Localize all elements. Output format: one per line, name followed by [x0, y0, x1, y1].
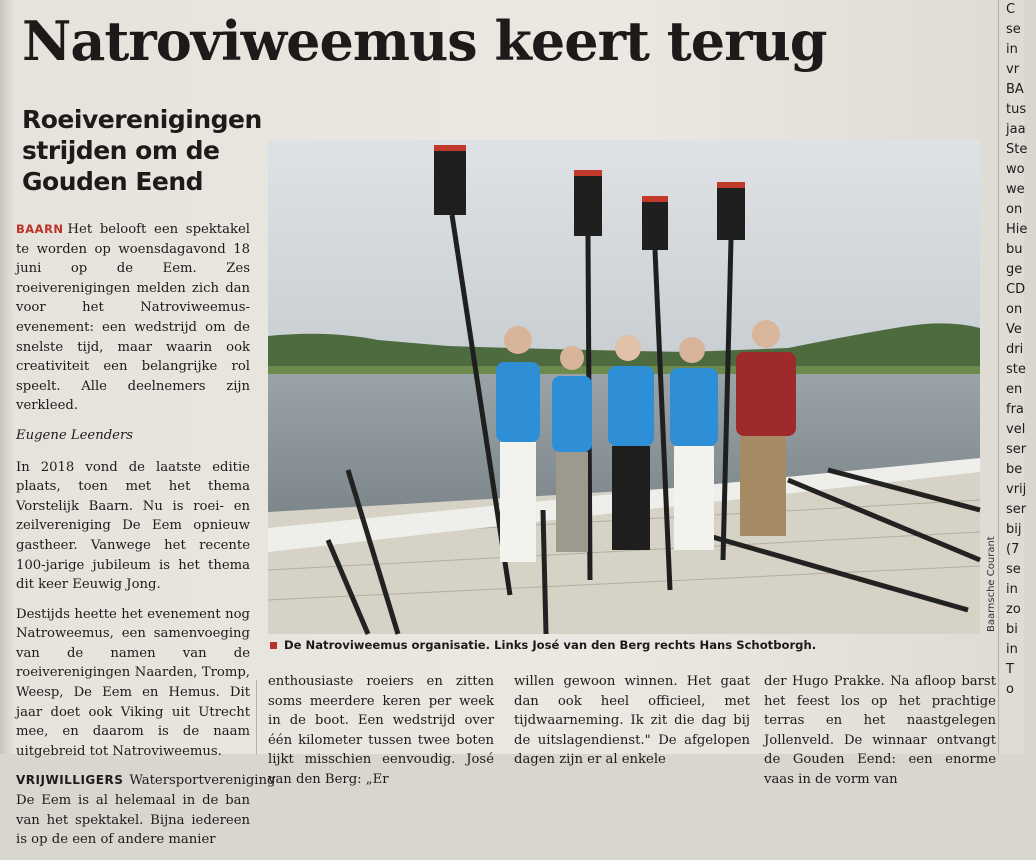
right-column-fragment: in: [1006, 42, 1018, 57]
section-text: Watersportvereniging De Eem is al helemaal in de ban van het spektakel. Bijna iedereen is op de een of andere manier: [16, 773, 276, 848]
right-column-fragment: BA: [1006, 82, 1024, 97]
right-column-fragment: in: [1006, 582, 1018, 597]
right-column-fragment: on: [1006, 302, 1023, 317]
sky: [268, 140, 980, 352]
right-column-fragment: bu: [1006, 242, 1023, 257]
photo-caption: [270, 638, 980, 652]
article-column-4: der Hugo Prakke. Na afloop barst het feest los op het prachtige terras en het naastgelegen Jollenveld. De winnaar ontvangt de Gouden Eend: een enorme vaas in de vorm van: [764, 674, 996, 787]
right-column-fragment: Ve: [1006, 322, 1022, 337]
right-column-fragment: se: [1006, 22, 1021, 37]
lead-place: BAARN: [16, 222, 64, 236]
group-photo: [268, 140, 980, 634]
right-column-divider: [998, 0, 999, 754]
right-column-fragment: dri: [1006, 342, 1024, 357]
lead-paragraph: [16, 220, 250, 416]
right-column-fragment: in: [1006, 642, 1018, 657]
headline: Natroviweemus keert terug: [22, 9, 827, 73]
right-column-fragment: fra: [1006, 402, 1024, 417]
article-column-3: willen gewoon winnen. Het gaat dan ook heel officieel, met tijdwaarneming. Ik zit die dag bij de uitslagendienst." De afgelopen dagen zijn er al enkele: [514, 674, 750, 768]
right-column-fragments: [1006, 0, 1036, 700]
right-column-fragment: wo: [1006, 162, 1025, 177]
right-column-fragment: Hie: [1006, 222, 1028, 237]
right-column-fragment: en: [1006, 382, 1023, 397]
section-head: VRIJWILLIGERS: [16, 773, 124, 788]
right-column-fragment: jaa: [1006, 122, 1026, 137]
right-column-fragment: vr: [1006, 62, 1020, 77]
photo-credit: Baarnsche Courant: [986, 536, 997, 632]
article-column-1: [16, 220, 276, 860]
right-column-fragment: we: [1006, 182, 1025, 197]
right-column-fragment: T: [1006, 662, 1014, 677]
byline: Eugene Leenders: [16, 427, 134, 443]
right-column-fragment: tus: [1006, 102, 1027, 117]
right-column-fragment: zo: [1006, 602, 1021, 617]
paragraph-1: In 2018 vond de laatste editie plaats, toen met het thema Vorstelijk Baarn. Nu is roei- en zeilvereniging De Eem opnieuw gastheer. Vanwege het recente 100-jarige jubileum is het thema dit keer Eeuwig Jong.: [16, 459, 250, 593]
right-column-fragment: C: [1006, 2, 1016, 17]
right-column-fragment: be: [1006, 462, 1023, 477]
photo-illustration: [268, 140, 980, 634]
section-paragraph: [16, 771, 276, 849]
right-column-fragment: (7: [1006, 542, 1020, 557]
right-column-fragment: se: [1006, 562, 1021, 577]
right-column-fragment: bij: [1006, 522, 1022, 537]
lead-text: Het belooft een spektakel te worden op woensdagavond 18 juni op de Eem. Zes roeiverenigingen melden zich dan voor het Natroviweemus-evenement: een wedstrijd om de snelste tijd, maar waarin ook creativiteit een belangrijke rol speelt. Alle deelnemers zijn verkleed.: [16, 222, 250, 414]
subheadline: Roeiverenigingen strijden om de Gouden Eend: [22, 105, 262, 196]
right-column-fragment: ste: [1006, 362, 1026, 377]
right-column-fragment: ser: [1006, 502, 1027, 517]
article-column-2: enthousiaste roeiers en zitten soms meerdere keren per week in de boot. Een wedstrijd over één kilometer tussen twee boten lijkt misschien eenvoudig. José van den Berg: „Er: [268, 674, 494, 787]
right-column-fragment: CD: [1006, 282, 1026, 297]
caption-text: De Natroviweemus organisatie. Links José van den Berg rechts Hans Schotborgh.: [284, 638, 817, 652]
right-column-fragment: ge: [1006, 262, 1023, 277]
paragraph-2: Destijds heette het evenement nog Natroweemus, een samenvoeging van de namen van de roeiverenigingen Naarden, Tromp, Weesp, De Eem en Hemus. Dit jaar doet ook Viking uit Utrecht mee, en daarom is de naam uitgebreid tot Natroviweemus.: [16, 606, 250, 759]
right-column-fragment: vrij: [1006, 482, 1027, 497]
column-divider: [256, 680, 257, 754]
right-column-fragment: bi: [1006, 622, 1018, 637]
right-column-fragment: Ste: [1006, 142, 1028, 157]
right-column-fragment: ser: [1006, 442, 1027, 457]
right-column-fragment: o: [1006, 682, 1014, 697]
right-column-fragment: vel: [1006, 422, 1026, 437]
caption-bullet: [270, 642, 277, 649]
right-column-fragment: on: [1006, 202, 1023, 217]
